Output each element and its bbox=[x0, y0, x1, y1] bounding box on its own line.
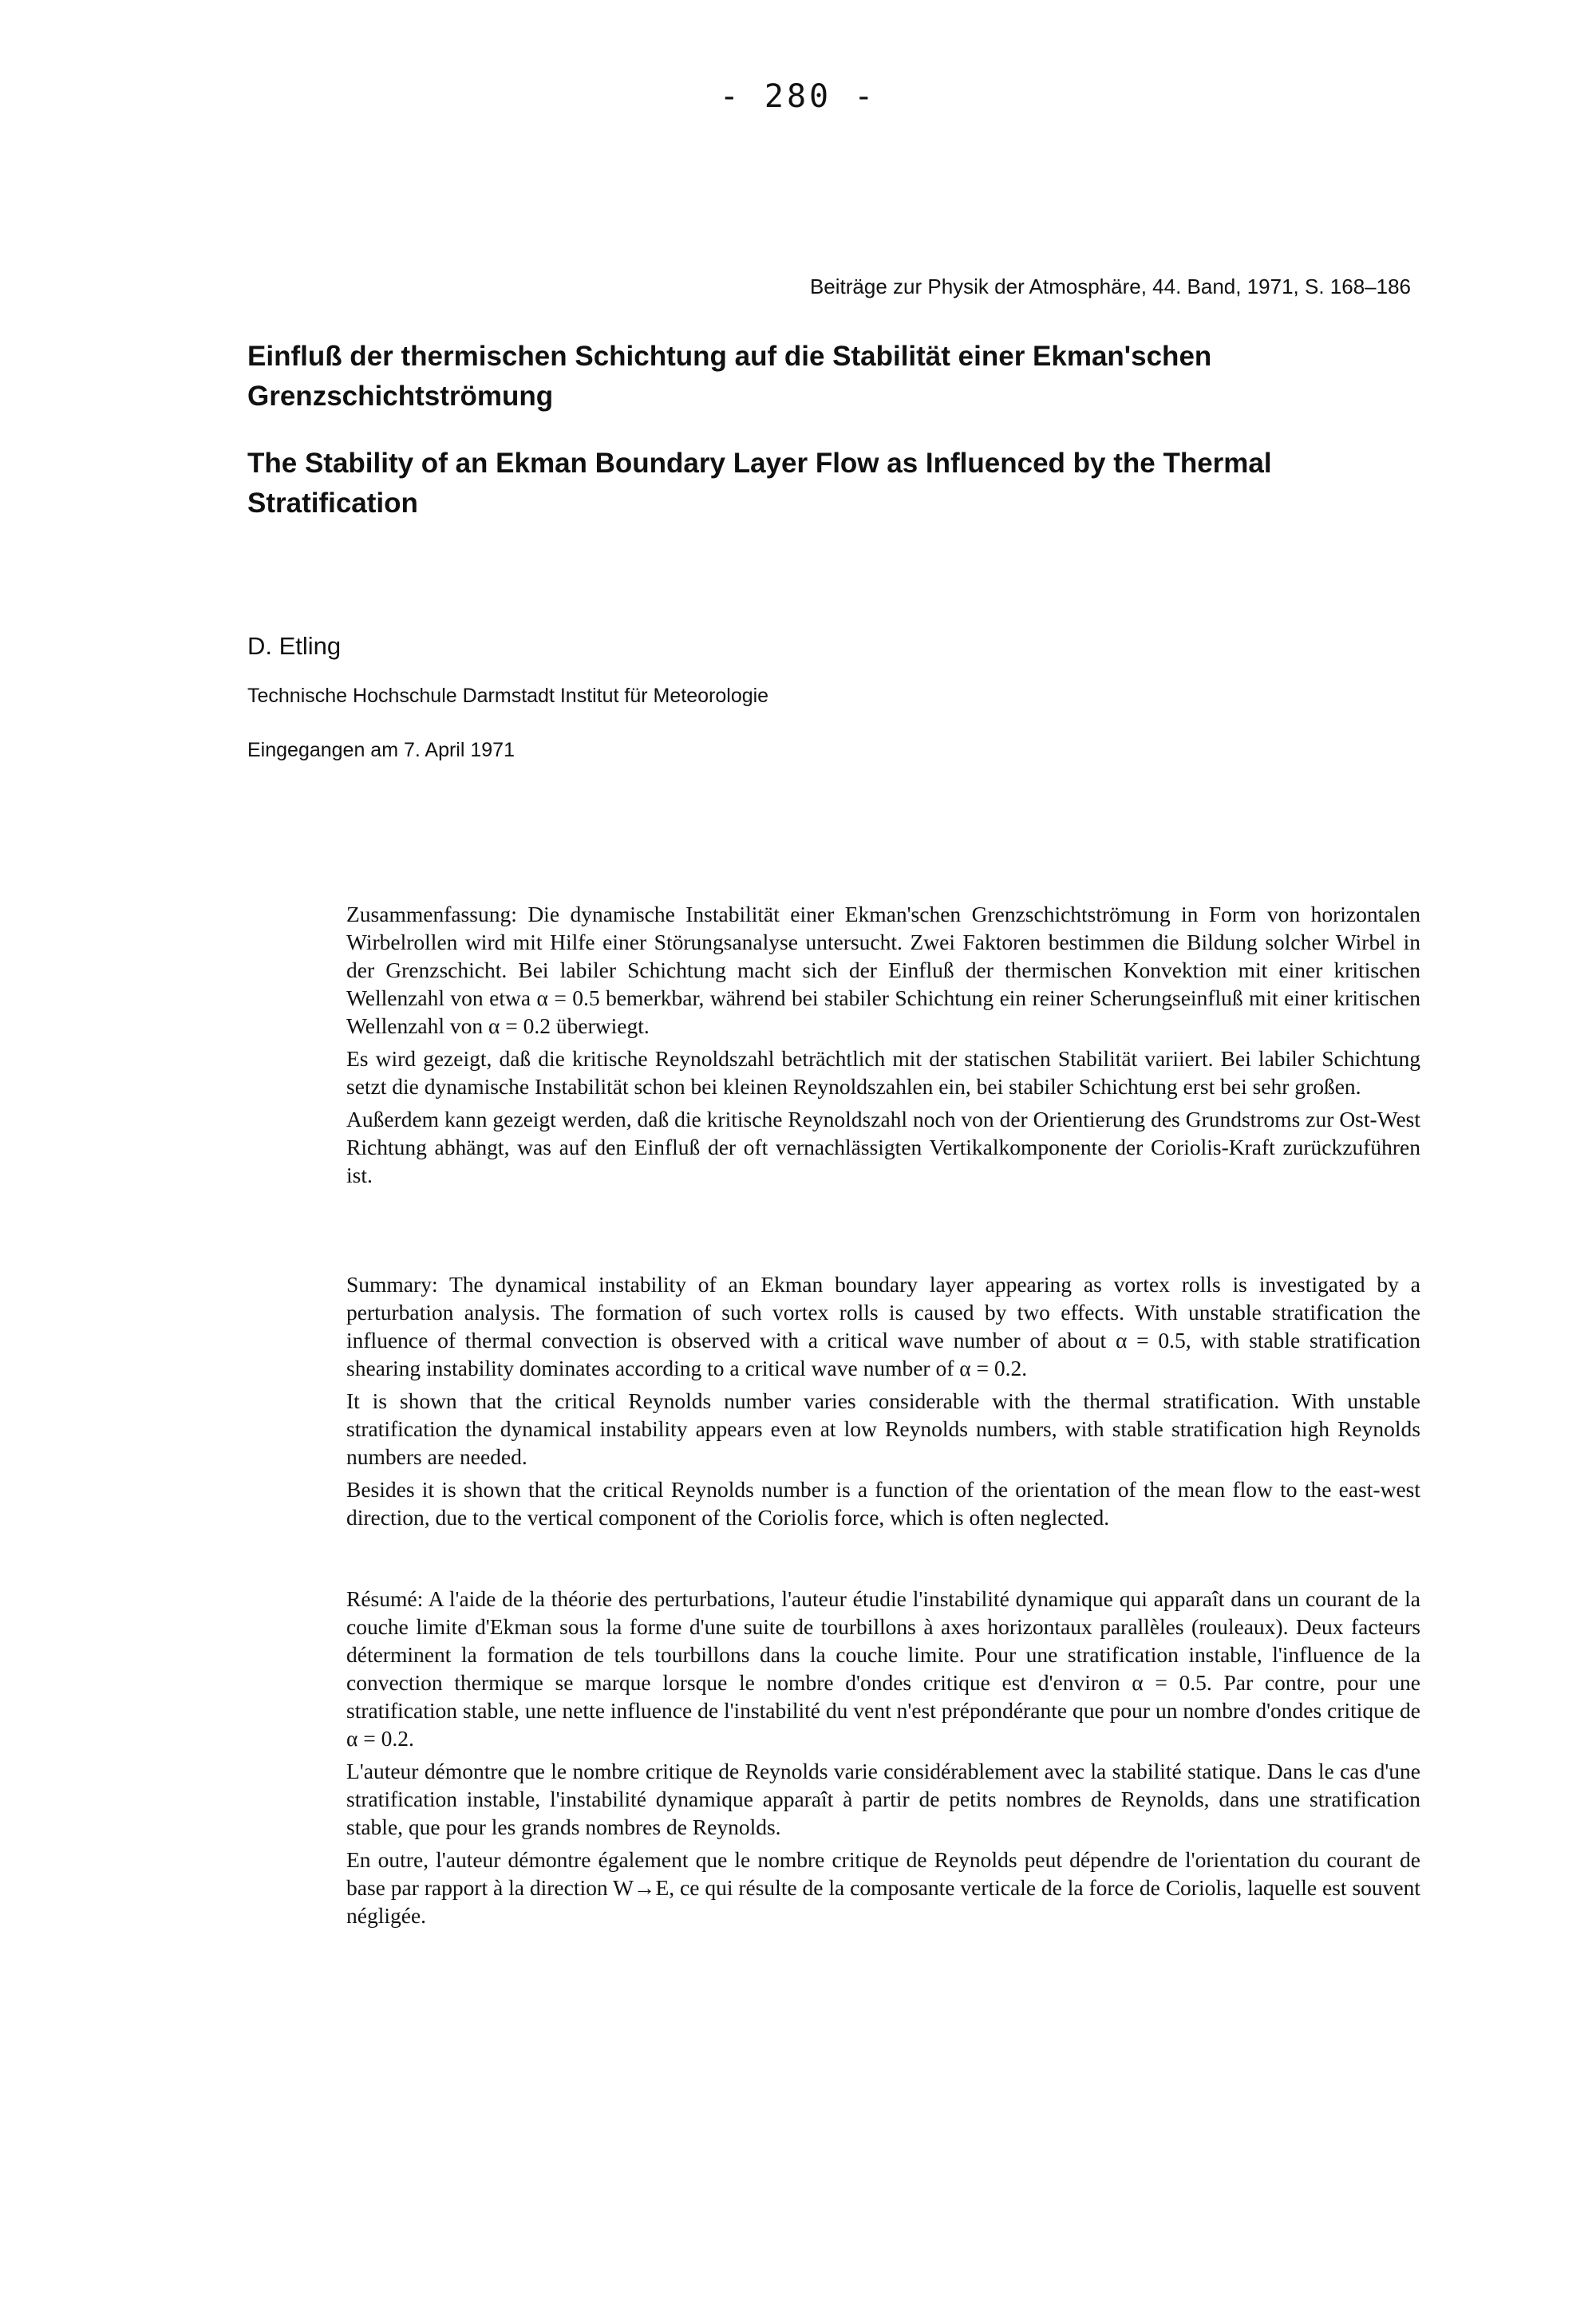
abstract-french-text-1: A l'aide de la théorie des perturbations, l'auteur étudie l'instabilité dynamique qui apparaît dans un courant de la couche limite d'Ekman sous la forme d'une suite de tourbillons à axes horizontaux parallèles (rouleaux). Deux facteurs déterminent la formation de tels tourbillons dans la couche limite. Pour une stratification instable, l'influence de la convection thermique se marque lorsque le nombre d'ondes critique est d'environ α = 0.5. Par contre, pour une stratification stable, une nette influence de l'instabilité du vent n'est prépondérante que pour un nombre d'ondes critique de α = 0.2. bbox=[346, 1586, 1421, 1751]
abstract-english-paragraph-2: It is shown that the critical Reynolds number varies considerable with the thermal stratification. With unstable stratification the dynamical instability appears even at low Reynolds numbers, with stable stratification high Reynolds numbers are needed. bbox=[346, 1388, 1420, 1469]
title-german: Einfluß der thermischen Schichtung auf die Stabilität einer Ekman'schen Grenzschichtströmung bbox=[247, 341, 1212, 412]
author-name: D. Etling bbox=[247, 632, 342, 660]
abstract-german-paragraph-2: Es wird gezeigt, daß die kritische Reynoldszahl beträchtlich mit der statischen Stabilität variiert. Bei labiler Schichtung setzt die dynamische Instabilität schon bei kleinen Reynoldszahlen ein, bei stabiler Schichtung erst bei sehr großen. bbox=[346, 1046, 1420, 1099]
journal-reference: Beiträge zur Physik der Atmosphäre, 44. Band, 1971, S. 168–186 bbox=[809, 274, 1411, 298]
abstract-english-heading: Summary: bbox=[346, 1272, 438, 1297]
abstract-english-text-1: The dynamical instability of an Ekman boundary layer appearing as vortex rolls is investigated by a perturbation analysis. The formation of such vortex rolls is caused by two effects. With unstable stratification the influence of thermal convection is observed with a critical wave number of about α = 0.5, with stable stratification shearing instability dominates according to a critical wave number of α = 0.2. bbox=[346, 1272, 1420, 1380]
abstract-french-paragraph-2: L'auteur démontre que le nombre critique de Reynolds varie considérablement avec la stabilité statique. Dans le cas d'une stratification instable, l'instabilité dynamique apparaît à partir de petits nombres de Reynolds, dans une stratification stable, que pour les grands nombres de Reynolds. bbox=[346, 1759, 1420, 1839]
abstract-english-paragraph-3: Besides it is shown that the critical Reynolds number is a function of the orientation of the mean flow to the east-west direction, due to the vertical component of the Coriolis force, which is often neglected. bbox=[346, 1477, 1420, 1530]
abstract-german-text-1: Die dynamische Instabilität einer Ekman'schen Grenzschichtströmung in Form von horizontalen Wirbelrollen wird mit Hilfe einer Störungsanalyse untersucht. Zwei Faktoren bestimmen die Bildung solcher Wirbel in der Grenzschicht. Bei labiler Schichtung macht sich der Einfluß der thermischen Konvektion mit einer kritischen Wellenzahl von etwa α = 0.5 bemerkbar, während bei stabiler Schichtung ein reiner Scherungseinfluß mit einer kritischen Wellenzahl von α = 0.2 überwiegt. bbox=[346, 902, 1421, 1038]
author-affiliation: Technische Hochschule Darmstadt Institut für Meteorologie bbox=[247, 685, 769, 707]
abstract-german-paragraph-3: Außerdem kann gezeigt werden, daß die kritische Reynoldszahl noch von der Orientierung des Grundstroms zur Ost-West Richtung abhängt, was auf den Einfluß der oft vernachlässigten Vertikalkomponente der Coriolis-Kraft zurückzuführen ist. bbox=[346, 1107, 1420, 1187]
abstract-english-paragraph-1 bbox=[346, 1270, 1420, 1382]
abstract-english bbox=[346, 1270, 1420, 1536]
abstract-french-heading: Résumé: bbox=[346, 1586, 424, 1611]
abstract-french bbox=[346, 1585, 1420, 1934]
abstract-german-paragraph-1 bbox=[346, 900, 1420, 1040]
received-date: Eingegangen am 7. April 1971 bbox=[247, 739, 515, 761]
abstract-french-paragraph-3: En outre, l'auteur démontre également que le nombre critique de Reynolds peut dépendre de l'orientation du courant de base par rapport à la direction W→E, ce qui résulte de la composante verticale de la force de Coriolis, laquelle est souvent négligée. bbox=[346, 1847, 1420, 1928]
title-english: The Stability of an Ekman Boundary Layer Flow as Influenced by the Thermal Stratification bbox=[247, 448, 1272, 519]
page-number: - 280 - bbox=[719, 78, 877, 115]
abstract-german-heading: Zusammenfassung: bbox=[346, 902, 517, 926]
abstract-french-paragraph-1 bbox=[346, 1585, 1420, 1752]
abstract-german bbox=[346, 900, 1420, 1194]
